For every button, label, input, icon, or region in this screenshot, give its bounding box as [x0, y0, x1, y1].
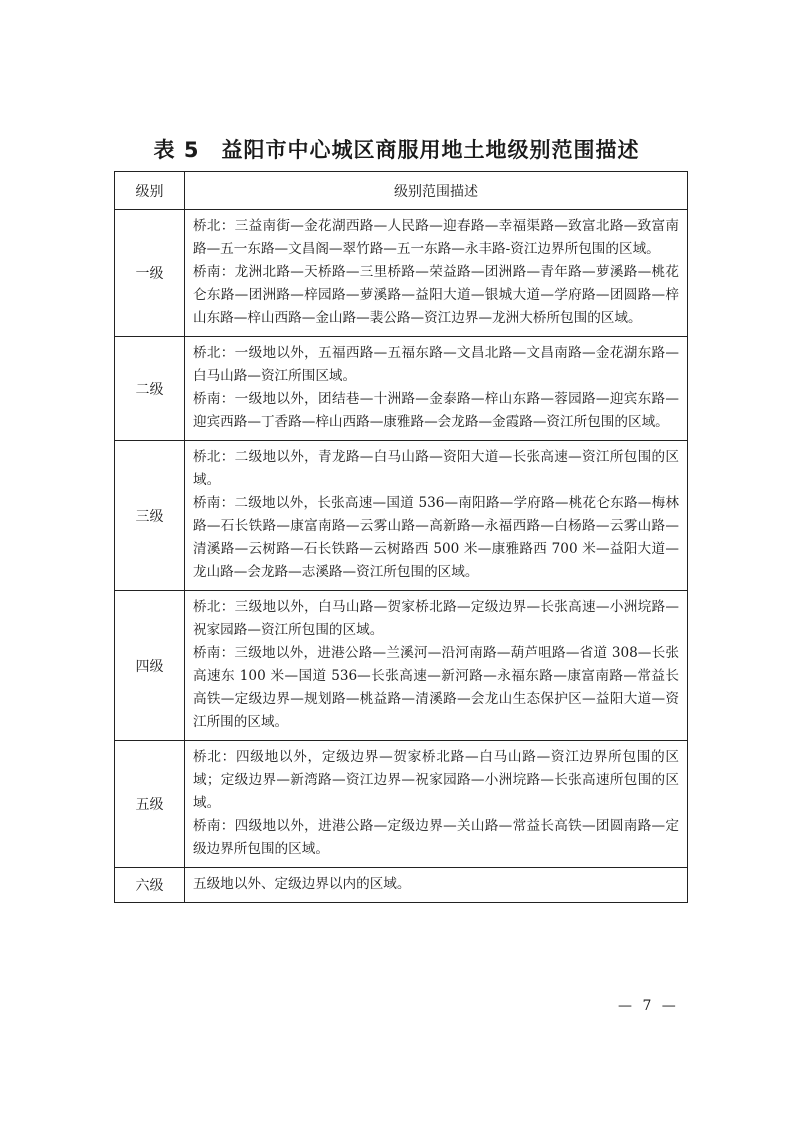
- column-header-level: 级别: [115, 172, 185, 210]
- description-cell: [185, 868, 688, 903]
- level-cell: 三级: [115, 441, 185, 591]
- description-paragraph: 桥北：四级地以外，定级边界—贺家桥北路—白马山路—资江边界所包围的区域；定级边界—新湾路—资江边界—祝家园路—小洲垸路—长张高速所包围的区域。: [193, 749, 679, 811]
- description-paragraph: 桥北：三级地以外，白马山路—贺家桥北路—定级边界—长张高速—小洲垸路—祝家园路—资江所包围的区域。: [193, 599, 679, 638]
- table-row: [115, 210, 688, 337]
- description-cell: [185, 210, 688, 337]
- level-cell: 二级: [115, 337, 185, 441]
- table-row: [115, 337, 688, 441]
- description-cell: [185, 591, 688, 741]
- table-header-row: [115, 172, 688, 210]
- level-cell: 五级: [115, 741, 185, 868]
- description-paragraph: 桥南：四级地以外，进港公路—定级边界—关山路—常益长高铁—团圆南路—定级边界所包围的区域。: [193, 818, 679, 857]
- land-grade-table: [114, 171, 688, 903]
- column-header-description: 级别范围描述: [185, 172, 688, 210]
- table-row: [115, 741, 688, 868]
- description-cell: [185, 337, 688, 441]
- description-cell: [185, 741, 688, 868]
- description-paragraph: 桥北：三益南街—金花湖西路—人民路—迎春路—幸福渠路—致富北路—致富南路—五一东路—文昌阁—翠竹路—五一东路—永丰路-资江边界所包围的区域。: [193, 218, 679, 257]
- table-row: [115, 591, 688, 741]
- description-paragraph: 五级地以外、定级边界以内的区域。: [193, 876, 411, 892]
- description-paragraph: 桥南：一级地以外，团结巷—十洲路—金泰路—梓山东路—蓉园路—迎宾东路—迎宾西路—丁香路—梓山西路—康雅路—会龙路—金霞路—资江所包围的区域。: [193, 391, 679, 430]
- level-cell: 一级: [115, 210, 185, 337]
- page-number: — 7 —: [618, 998, 679, 1014]
- page-title: 表 5 益阳市中心城区商服用地土地级别范围描述: [153, 138, 640, 162]
- description-paragraph: 桥南：二级地以外，长张高速—国道 536—南阳路—学府路—桃花仑东路—梅林路—石长铁路—康富南路—云雾山路—高新路—永福西路—白杨路—云雾山路—清溪路—云树路—石长铁路—云树路西 500 米—康雅路西 700 米—益阳大道—龙山路—会龙路—志溪路—资江所包围的区域。: [193, 495, 679, 580]
- table-row: [115, 441, 688, 591]
- description-paragraph: 桥南：龙洲北路—天桥路—三里桥路—荣益路—团洲路—青年路—萝溪路—桃花仑东路—团洲路—梓园路—萝溪路—益阳大道—银城大道—学府路—团圆路—梓山东路—梓山西路—金山路—裴公路—资江边界—龙洲大桥所包围的区域。: [193, 264, 679, 326]
- level-cell: 六级: [115, 868, 185, 903]
- level-cell: 四级: [115, 591, 185, 741]
- description-paragraph: 桥南：三级地以外，进港公路—兰溪河—沿河南路—葫芦咀路—省道 308—长张高速东 100 米—国道 536—长张高速—新河路—永福东路—康富南路—常益长高铁—定级边界—规划路—桃益路—清溪路—会龙山生态保护区—益阳大道—资江所围的区域。: [193, 645, 679, 730]
- description-paragraph: 桥北：一级地以外，五福西路—五福东路—文昌北路—文昌南路—金花湖东路—白马山路—资江所围区域。: [193, 345, 679, 384]
- table-row: [115, 868, 688, 903]
- description-cell: [185, 441, 688, 591]
- description-paragraph: 桥北：二级地以外，青龙路—白马山路—资阳大道—长张高速—资江所包围的区域。: [193, 449, 679, 488]
